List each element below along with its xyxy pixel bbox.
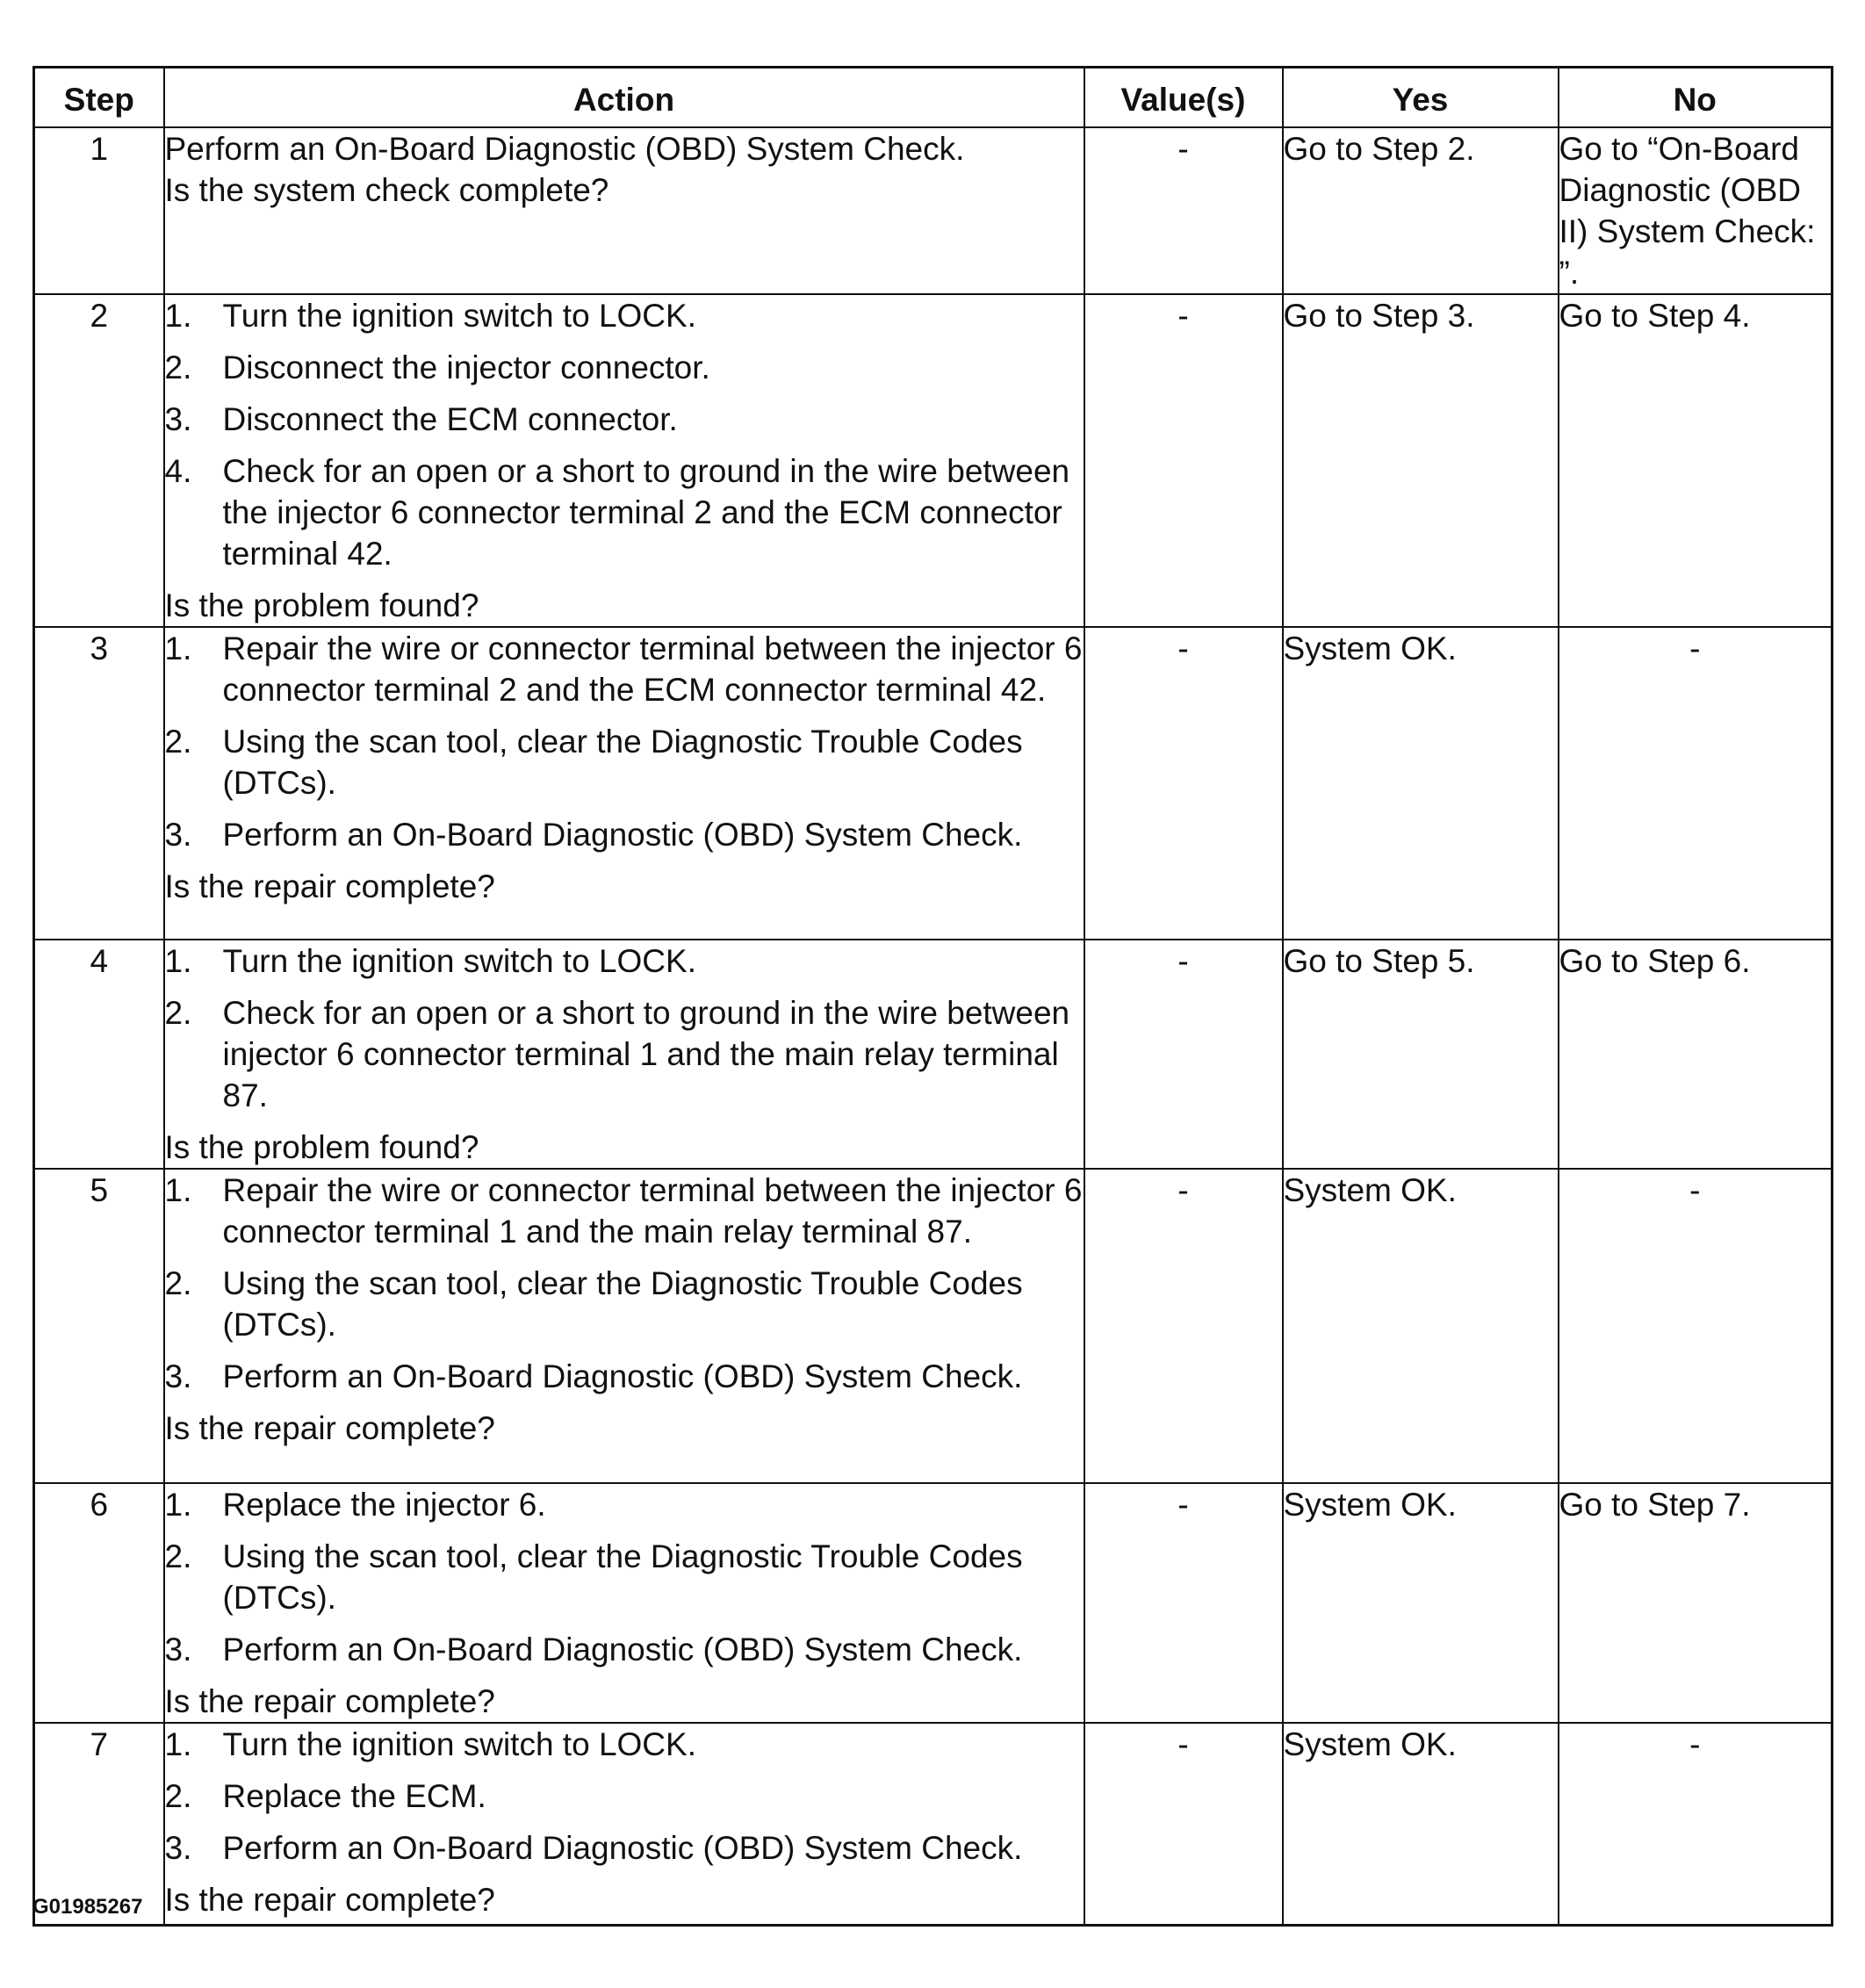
action-cell [164,294,1084,627]
action-intro: Perform an On-Board Diagnostic (OBD) System Check. [164,131,965,167]
action-step-item [165,721,1084,803]
action-step-number: 3. [164,1830,192,1866]
action-step-text: Disconnect the injector connector. [222,349,710,385]
no-cell: - [1559,1723,1833,1926]
action-step-number: 3. [164,401,192,437]
action-step-text: Repair the wire or connector terminal between the injector 6 connector terminal 2 and the ECM connector terminal 42. [222,630,1083,708]
action-step-text: Disconnect the ECM connector. [222,401,678,437]
action-step-number: 1. [164,1172,192,1208]
diagnostic-table [32,66,1833,1927]
action-step-number: 3. [164,817,192,853]
action-step-number: 2. [164,1265,192,1301]
no-cell: - [1559,1169,1833,1483]
action-step-item [165,992,1084,1116]
value-cell: - [1084,294,1283,627]
header-yes: Yes [1283,68,1559,128]
action-step-number: 2. [164,1538,192,1574]
action-step-text: Using the scan tool, clear the Diagnostic Trouble Codes (DTCs). [222,1265,1023,1343]
step-number: 7 [34,1723,164,1926]
action-step-item [165,399,1084,440]
value-cell: - [1084,1169,1283,1483]
header-row [34,68,1833,128]
yes-cell: System OK. [1283,1169,1559,1483]
no-cell: - [1559,627,1833,940]
diagnostic-table-container [32,66,1831,1927]
action-step-text: Perform an On-Board Diagnostic (OBD) System Check. [222,1358,1023,1394]
value-cell: - [1084,1723,1283,1926]
action-step-number: 3. [164,1358,192,1394]
action-cell [164,1169,1084,1483]
action-step-number: 2. [164,1778,192,1814]
action-steps-list [165,1724,1084,1869]
action-step-number: 1. [164,1726,192,1762]
action-question: Is the repair complete? [164,1410,495,1446]
header-no: No [1559,68,1833,128]
value-cell: - [1084,127,1283,294]
action-step-item [165,450,1084,574]
table-row [34,940,1833,1169]
action-steps-list [165,628,1084,855]
action-step-number: 2. [164,995,192,1031]
action-cell [164,1483,1084,1723]
action-step-text: Replace the ECM. [222,1778,486,1814]
step-number: 6 [34,1483,164,1723]
action-step-text: Repair the wire or connector terminal between the injector 6 connector terminal 1 and the main relay terminal 87. [222,1172,1083,1250]
action-step-item [165,1536,1084,1618]
table-row [34,294,1833,627]
table-row [34,1483,1833,1723]
action-step-number: 1. [164,1487,192,1523]
action-question: Is the system check complete? [164,172,609,208]
action-step-number: 1. [164,298,192,334]
action-step-item [165,1776,1084,1817]
yes-cell: Go to Step 5. [1283,940,1559,1169]
action-step-text: Using the scan tool, clear the Diagnostic Trouble Codes (DTCs). [222,1538,1023,1616]
action-question: Is the problem found? [164,587,479,623]
action-step-text: Perform an On-Board Diagnostic (OBD) System Check. [222,1830,1023,1866]
action-step-item [165,347,1084,388]
action-step-text: Check for an open or a short to ground in the wire between injector 6 connector terminal 1 and the main relay terminal 87. [222,995,1070,1113]
action-step-text: Using the scan tool, clear the Diagnostic Trouble Codes (DTCs). [222,724,1023,801]
action-steps-list [165,295,1084,574]
action-step-item [165,1629,1084,1670]
action-step-text: Turn the ignition switch to LOCK. [222,1726,696,1762]
value-cell: - [1084,1483,1283,1723]
action-step-number: 1. [164,943,192,979]
action-step-item [165,1170,1084,1252]
action-question: Is the repair complete? [164,868,495,904]
header-step: Step [34,68,164,128]
action-step-number: 2. [164,349,192,385]
step-number: 1 [34,127,164,294]
action-cell [164,127,1084,294]
action-step-item [165,940,1084,982]
no-cell: Go to Step 7. [1559,1483,1833,1723]
no-cell: Go to “On-Board Diagnostic (OBD II) System Check: ”. [1559,127,1833,294]
action-step-text: Turn the ignition switch to LOCK. [222,943,696,979]
action-step-item [165,814,1084,855]
value-cell: - [1084,940,1283,1169]
yes-cell: Go to Step 3. [1283,294,1559,627]
action-step-item [165,1827,1084,1869]
action-step-item [165,295,1084,336]
action-step-text: Turn the ignition switch to LOCK. [222,298,696,334]
yes-cell: System OK. [1283,1723,1559,1926]
action-cell [164,1723,1084,1926]
yes-cell: Go to Step 2. [1283,127,1559,294]
action-steps-list [165,1170,1084,1397]
step-number: 5 [34,1169,164,1483]
step-number: 2 [34,294,164,627]
action-step-number: 3. [164,1631,192,1667]
step-number: 3 [34,627,164,940]
action-step-text: Perform an On-Board Diagnostic (OBD) System Check. [222,817,1023,853]
action-steps-list [165,940,1084,1116]
header-action: Action [164,68,1084,128]
table-row [34,627,1833,940]
action-question: Is the problem found? [164,1129,479,1165]
yes-cell: System OK. [1283,627,1559,940]
action-step-text: Check for an open or a short to ground in the wire between the injector 6 connector terminal 2 and the ECM connector terminal 42. [222,453,1070,572]
header-values: Value(s) [1084,68,1283,128]
action-steps-list [165,1484,1084,1670]
no-cell: Go to Step 6. [1559,940,1833,1169]
action-question: Is the repair complete? [164,1882,495,1918]
action-step-text: Replace the injector 6. [222,1487,546,1523]
action-step-item [165,1356,1084,1397]
action-step-number: 1. [164,630,192,666]
action-step-item [165,1263,1084,1345]
action-question: Is the repair complete? [164,1683,495,1719]
step-number: 4 [34,940,164,1169]
table-row [34,1723,1833,1926]
action-cell [164,940,1084,1169]
value-cell: - [1084,627,1283,940]
table-body [34,127,1833,1926]
table-row [34,1169,1833,1483]
action-step-number: 2. [164,724,192,760]
no-cell: Go to Step 4. [1559,294,1833,627]
action-step-item [165,628,1084,710]
yes-cell: System OK. [1283,1483,1559,1723]
action-cell [164,627,1084,940]
action-step-number: 4. [164,453,192,489]
action-step-text: Perform an On-Board Diagnostic (OBD) System Check. [222,1631,1023,1667]
figure-code: G01985267 [32,1895,143,1919]
action-step-item [165,1484,1084,1525]
action-step-item [165,1724,1084,1765]
table-row [34,127,1833,294]
